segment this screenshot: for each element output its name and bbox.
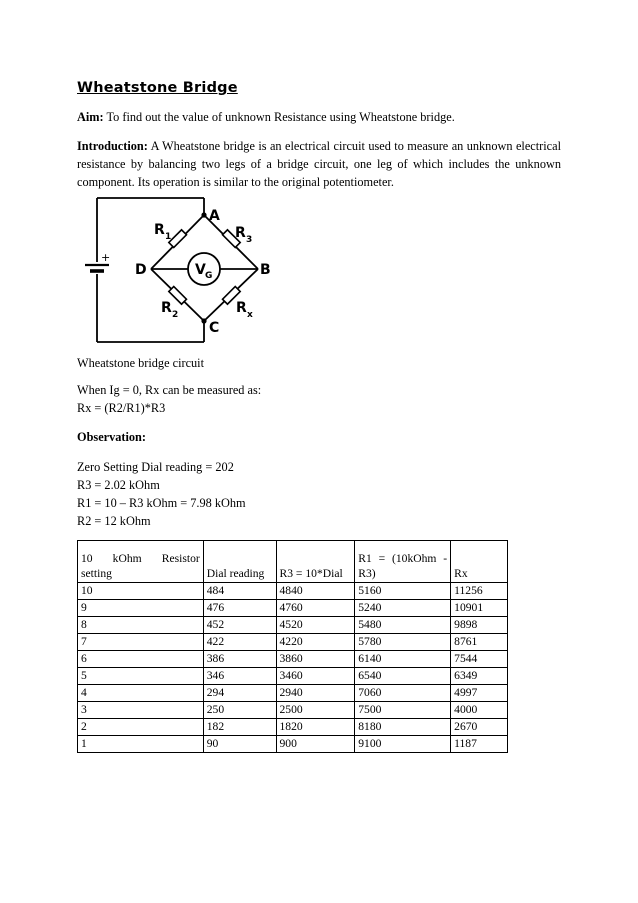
table-cell: 900	[276, 736, 355, 753]
r2-value-line: R2 = 12 kOhm	[77, 514, 151, 528]
table-row	[78, 651, 508, 668]
header-r1-line-2: R3)	[358, 567, 376, 580]
table-row	[78, 634, 508, 651]
table-cell: 9100	[355, 736, 451, 753]
table-cell: 8761	[451, 634, 508, 651]
table-cell: 2940	[276, 685, 355, 702]
table-cell: 484	[203, 583, 276, 600]
table-cell: 2	[78, 719, 204, 736]
observation-heading: Observation:	[77, 430, 146, 444]
measure-line-2: Rx = (R2/R1)*R3	[77, 401, 166, 415]
table-cell: 6140	[355, 651, 451, 668]
table-cell: 4	[78, 685, 204, 702]
r3-sub: 3	[246, 235, 253, 245]
node-a-label: A	[209, 208, 220, 224]
table-cell: 7500	[355, 702, 451, 719]
header-rx: Rx	[451, 541, 508, 583]
table-cell: 1187	[451, 736, 508, 753]
table-cell: 9898	[451, 617, 508, 634]
measure-text	[77, 381, 561, 417]
circuit-wires	[97, 198, 258, 342]
table-row	[78, 617, 508, 634]
node-d-label: D	[135, 262, 147, 278]
measure-line-1: When Ig = 0, Rx can be measured as:	[77, 383, 262, 397]
table-cell: 8180	[355, 719, 451, 736]
wheatstone-circuit-diagram	[77, 195, 297, 345]
table-cell: 346	[203, 668, 276, 685]
header-r3: R3 = 10*Dial	[276, 541, 355, 583]
table-cell: 4840	[276, 583, 355, 600]
table-cell: 3	[78, 702, 204, 719]
r3-label: R	[235, 225, 246, 241]
table-cell: 294	[203, 685, 276, 702]
table-row	[78, 583, 508, 600]
aim-paragraph	[77, 108, 561, 126]
table-cell: 2670	[451, 719, 508, 736]
table-cell: 3860	[276, 651, 355, 668]
observation-values	[77, 458, 561, 530]
table-cell: 4000	[451, 702, 508, 719]
node-b-label: B	[260, 262, 271, 278]
aim-label: Aim:	[77, 110, 104, 124]
r2-sub: 2	[172, 310, 179, 320]
table-cell: 250	[203, 702, 276, 719]
table-row	[78, 600, 508, 617]
r1-label: R	[154, 222, 165, 238]
header-resistor-setting-line-2: setting	[81, 567, 112, 580]
table-body	[78, 583, 508, 753]
header-r1-line-1: R1 = (10kOhm -	[358, 552, 448, 565]
table-cell: 6	[78, 651, 204, 668]
rx-label: R	[236, 300, 247, 316]
document-title: Wheatstone Bridge	[77, 80, 238, 96]
table-cell: 182	[203, 719, 276, 736]
zero-setting-line: Zero Setting Dial reading = 202	[77, 460, 234, 474]
observation-table	[77, 540, 508, 753]
table-cell: 5160	[355, 583, 451, 600]
table-cell: 90	[203, 736, 276, 753]
resistor-r1	[169, 230, 187, 248]
table-cell: 5240	[355, 600, 451, 617]
r1-sub: 1	[165, 232, 172, 242]
table-cell: 4760	[276, 600, 355, 617]
table-cell: 6540	[355, 668, 451, 685]
table-cell: 3460	[276, 668, 355, 685]
introduction-text: A Wheatstone bridge is an electrical circuit used to measure an unknown electrical resistance by balancing two legs of a bridge circuit, one leg of which includes the unknown component. Its operation is similar to the original potentiometer.	[77, 139, 561, 189]
table-cell: 5	[78, 668, 204, 685]
table-cell: 9	[78, 600, 204, 617]
galvanometer-label: V	[195, 262, 206, 278]
table-cell: 10901	[451, 600, 508, 617]
r2-label: R	[161, 300, 172, 316]
table-cell: 7	[78, 634, 204, 651]
table-cell: 4220	[276, 634, 355, 651]
aim-text: To find out the value of unknown Resistance using Wheatstone bridge.	[103, 110, 455, 124]
node-c-label: C	[209, 320, 220, 336]
header-dial-reading: Dial reading	[203, 541, 276, 583]
table-cell: 4520	[276, 617, 355, 634]
table-row	[78, 668, 508, 685]
node-a-dot	[201, 212, 206, 217]
node-c-dot	[201, 318, 206, 323]
header-resistor-setting	[78, 541, 204, 583]
battery-plus-label: +	[101, 251, 111, 264]
introduction-label: Introduction:	[77, 139, 148, 153]
table-cell: 7544	[451, 651, 508, 668]
table-cell: 6349	[451, 668, 508, 685]
header-r1	[355, 541, 451, 583]
table-cell: 10	[78, 583, 204, 600]
rx-sub: x	[247, 310, 253, 320]
table-cell: 422	[203, 634, 276, 651]
table-cell: 386	[203, 651, 276, 668]
table-cell: 8	[78, 617, 204, 634]
table-row	[78, 719, 508, 736]
table-cell: 4997	[451, 685, 508, 702]
header-resistor-setting-line-1: 10 kOhm Resistor	[81, 552, 200, 565]
table-row	[78, 702, 508, 719]
battery-icon	[85, 265, 109, 271]
table-cell: 476	[203, 600, 276, 617]
r1-value-line: R1 = 10 – R3 kOhm = 7.98 kOhm	[77, 496, 246, 510]
table-cell: 2500	[276, 702, 355, 719]
table-row	[78, 736, 508, 753]
table-header-row	[78, 541, 508, 583]
table-cell: 5780	[355, 634, 451, 651]
table-cell: 11256	[451, 583, 508, 600]
table-cell: 1	[78, 736, 204, 753]
circuit-caption: Wheatstone bridge circuit	[77, 356, 205, 370]
table-cell: 7060	[355, 685, 451, 702]
table-cell: 1820	[276, 719, 355, 736]
r3-value-line: R3 = 2.02 kOhm	[77, 478, 160, 492]
table-cell: 452	[203, 617, 276, 634]
table-cell: 5480	[355, 617, 451, 634]
table-row	[78, 685, 508, 702]
galvanometer-sub: G	[205, 271, 213, 281]
introduction-paragraph	[77, 137, 561, 191]
